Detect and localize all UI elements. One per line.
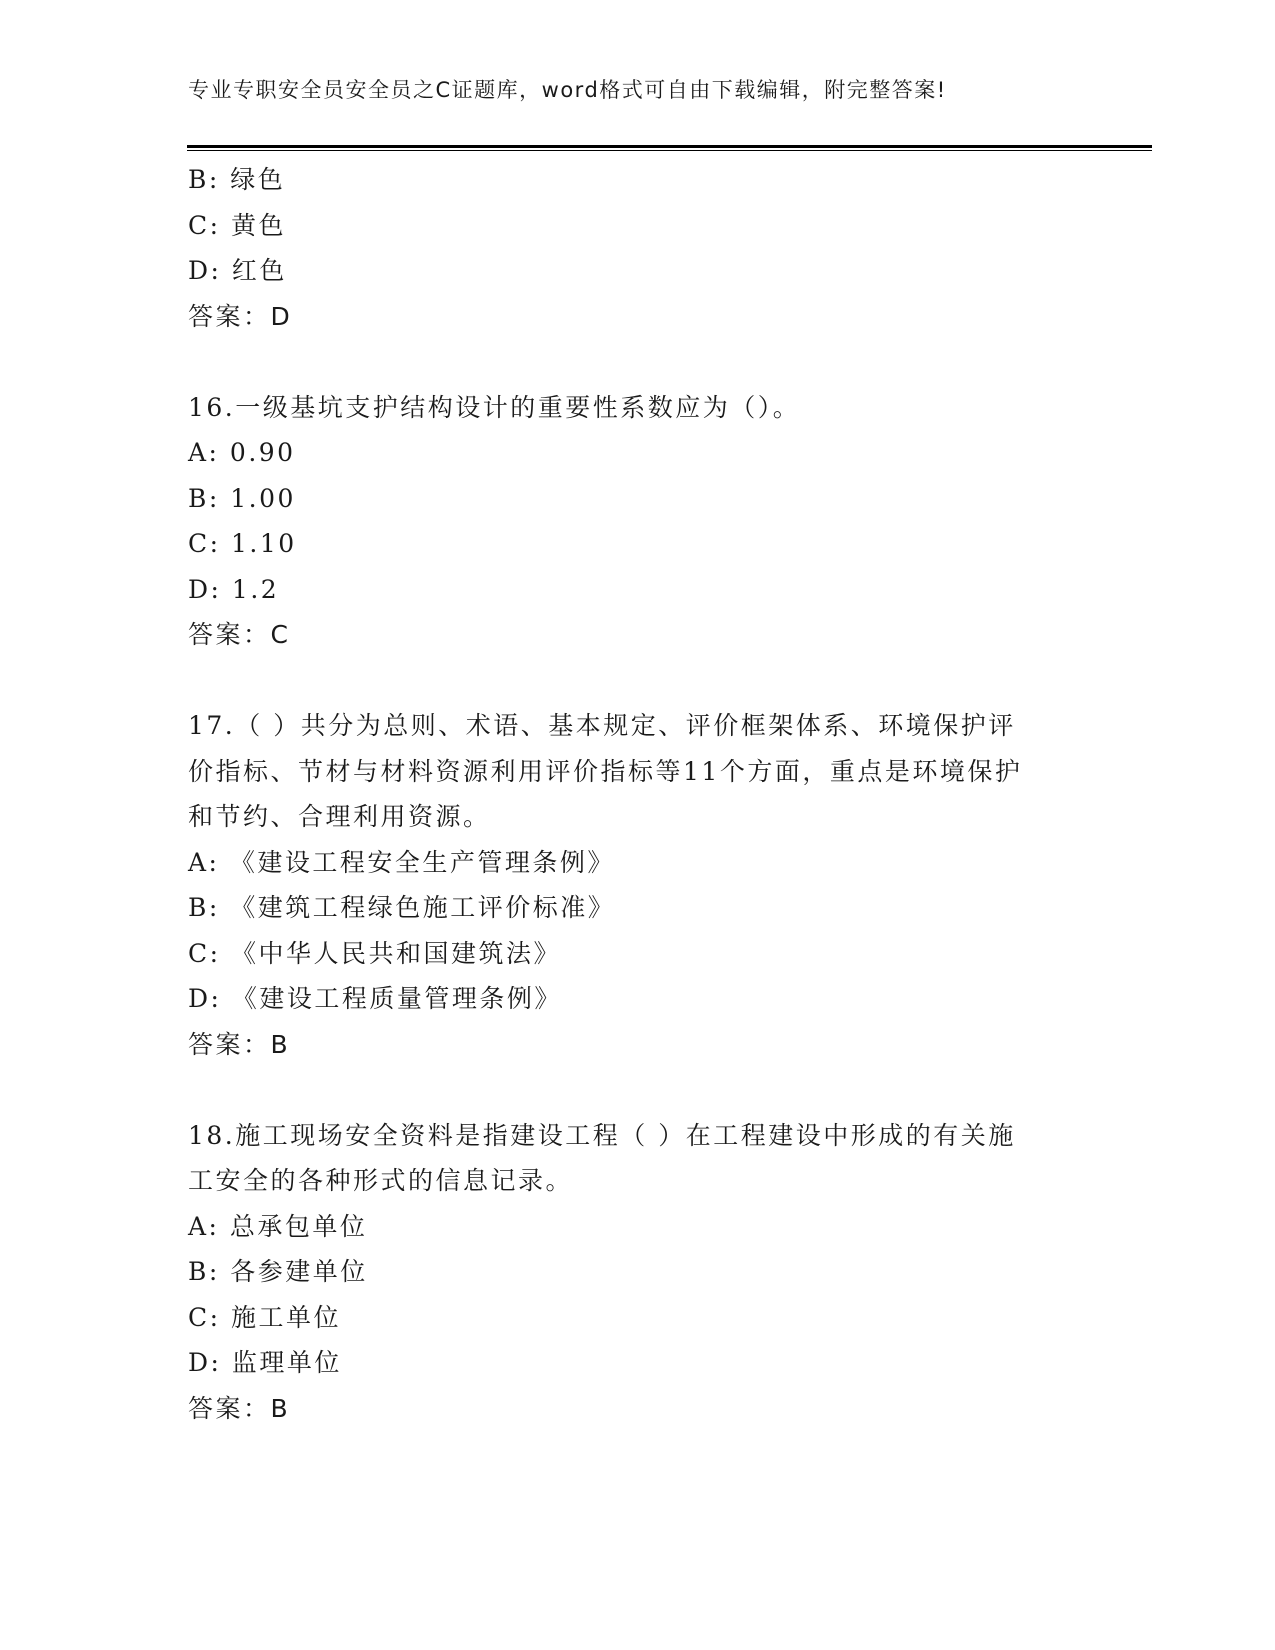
spacer bbox=[188, 339, 1088, 385]
option-b: B: 绿色 bbox=[188, 165, 286, 194]
question-stem: 18.施工现场安全资料是指建设工程（ ）在工程建设中形成的有关施 bbox=[188, 1120, 1016, 1150]
option-d: D: 《建设工程质量管理条例》 bbox=[188, 984, 562, 1013]
question-stem: 工安全的各种形式的信息记录。 bbox=[188, 1166, 574, 1195]
answer-line: 答案：C bbox=[188, 620, 291, 649]
option-c: C: 《中华人民共和国建筑法》 bbox=[188, 938, 561, 968]
question-stem: 16.一级基坑支护结构设计的重要性系数应为（）。 bbox=[188, 392, 801, 422]
question-16 bbox=[188, 385, 1088, 658]
answer-line: 答案：B bbox=[188, 1393, 291, 1423]
option-b: B: 1.00 bbox=[188, 483, 296, 513]
header-rule-thick bbox=[187, 145, 1152, 148]
option-c: C: 黄色 bbox=[188, 210, 286, 240]
document-body bbox=[188, 157, 1088, 1431]
option-b: B: 各参建单位 bbox=[188, 1257, 368, 1286]
option-d: D: 红色 bbox=[188, 256, 287, 285]
header-rule-thin bbox=[187, 150, 1152, 151]
option-b: B: 《建筑工程绿色施工评价标准》 bbox=[188, 893, 616, 922]
spacer bbox=[188, 658, 1088, 704]
spacer bbox=[188, 1067, 1088, 1113]
question-17 bbox=[188, 703, 1088, 1067]
option-c: C: 1.10 bbox=[188, 529, 297, 558]
option-c: C: 施工单位 bbox=[188, 1302, 341, 1332]
page-header: 专业专职安全员安全员之C证题库，word格式可自由下载编辑，附完整答案! bbox=[188, 78, 947, 102]
option-d: D: 监理单位 bbox=[188, 1348, 342, 1377]
question-stem: 和节约、合理利用资源。 bbox=[188, 802, 491, 831]
answer-line: 答案：B bbox=[188, 1029, 291, 1059]
option-d: D: 1.2 bbox=[188, 574, 280, 604]
question-15-continued bbox=[188, 157, 1088, 339]
question-stem: 17.（ ）共分为总则、术语、基本规定、评价框架体系、环境保护评 bbox=[188, 711, 1016, 740]
option-a: A: 总承包单位 bbox=[188, 1211, 368, 1241]
question-stem: 价指标、节材与材料资源利用评价指标等11个方面，重点是环境保护 bbox=[188, 756, 1023, 786]
option-a: A: 0.90 bbox=[188, 438, 296, 467]
question-18 bbox=[188, 1113, 1088, 1432]
option-a: A: 《建设工程安全生产管理条例》 bbox=[188, 847, 615, 877]
answer-line: 答案：D bbox=[188, 301, 293, 331]
